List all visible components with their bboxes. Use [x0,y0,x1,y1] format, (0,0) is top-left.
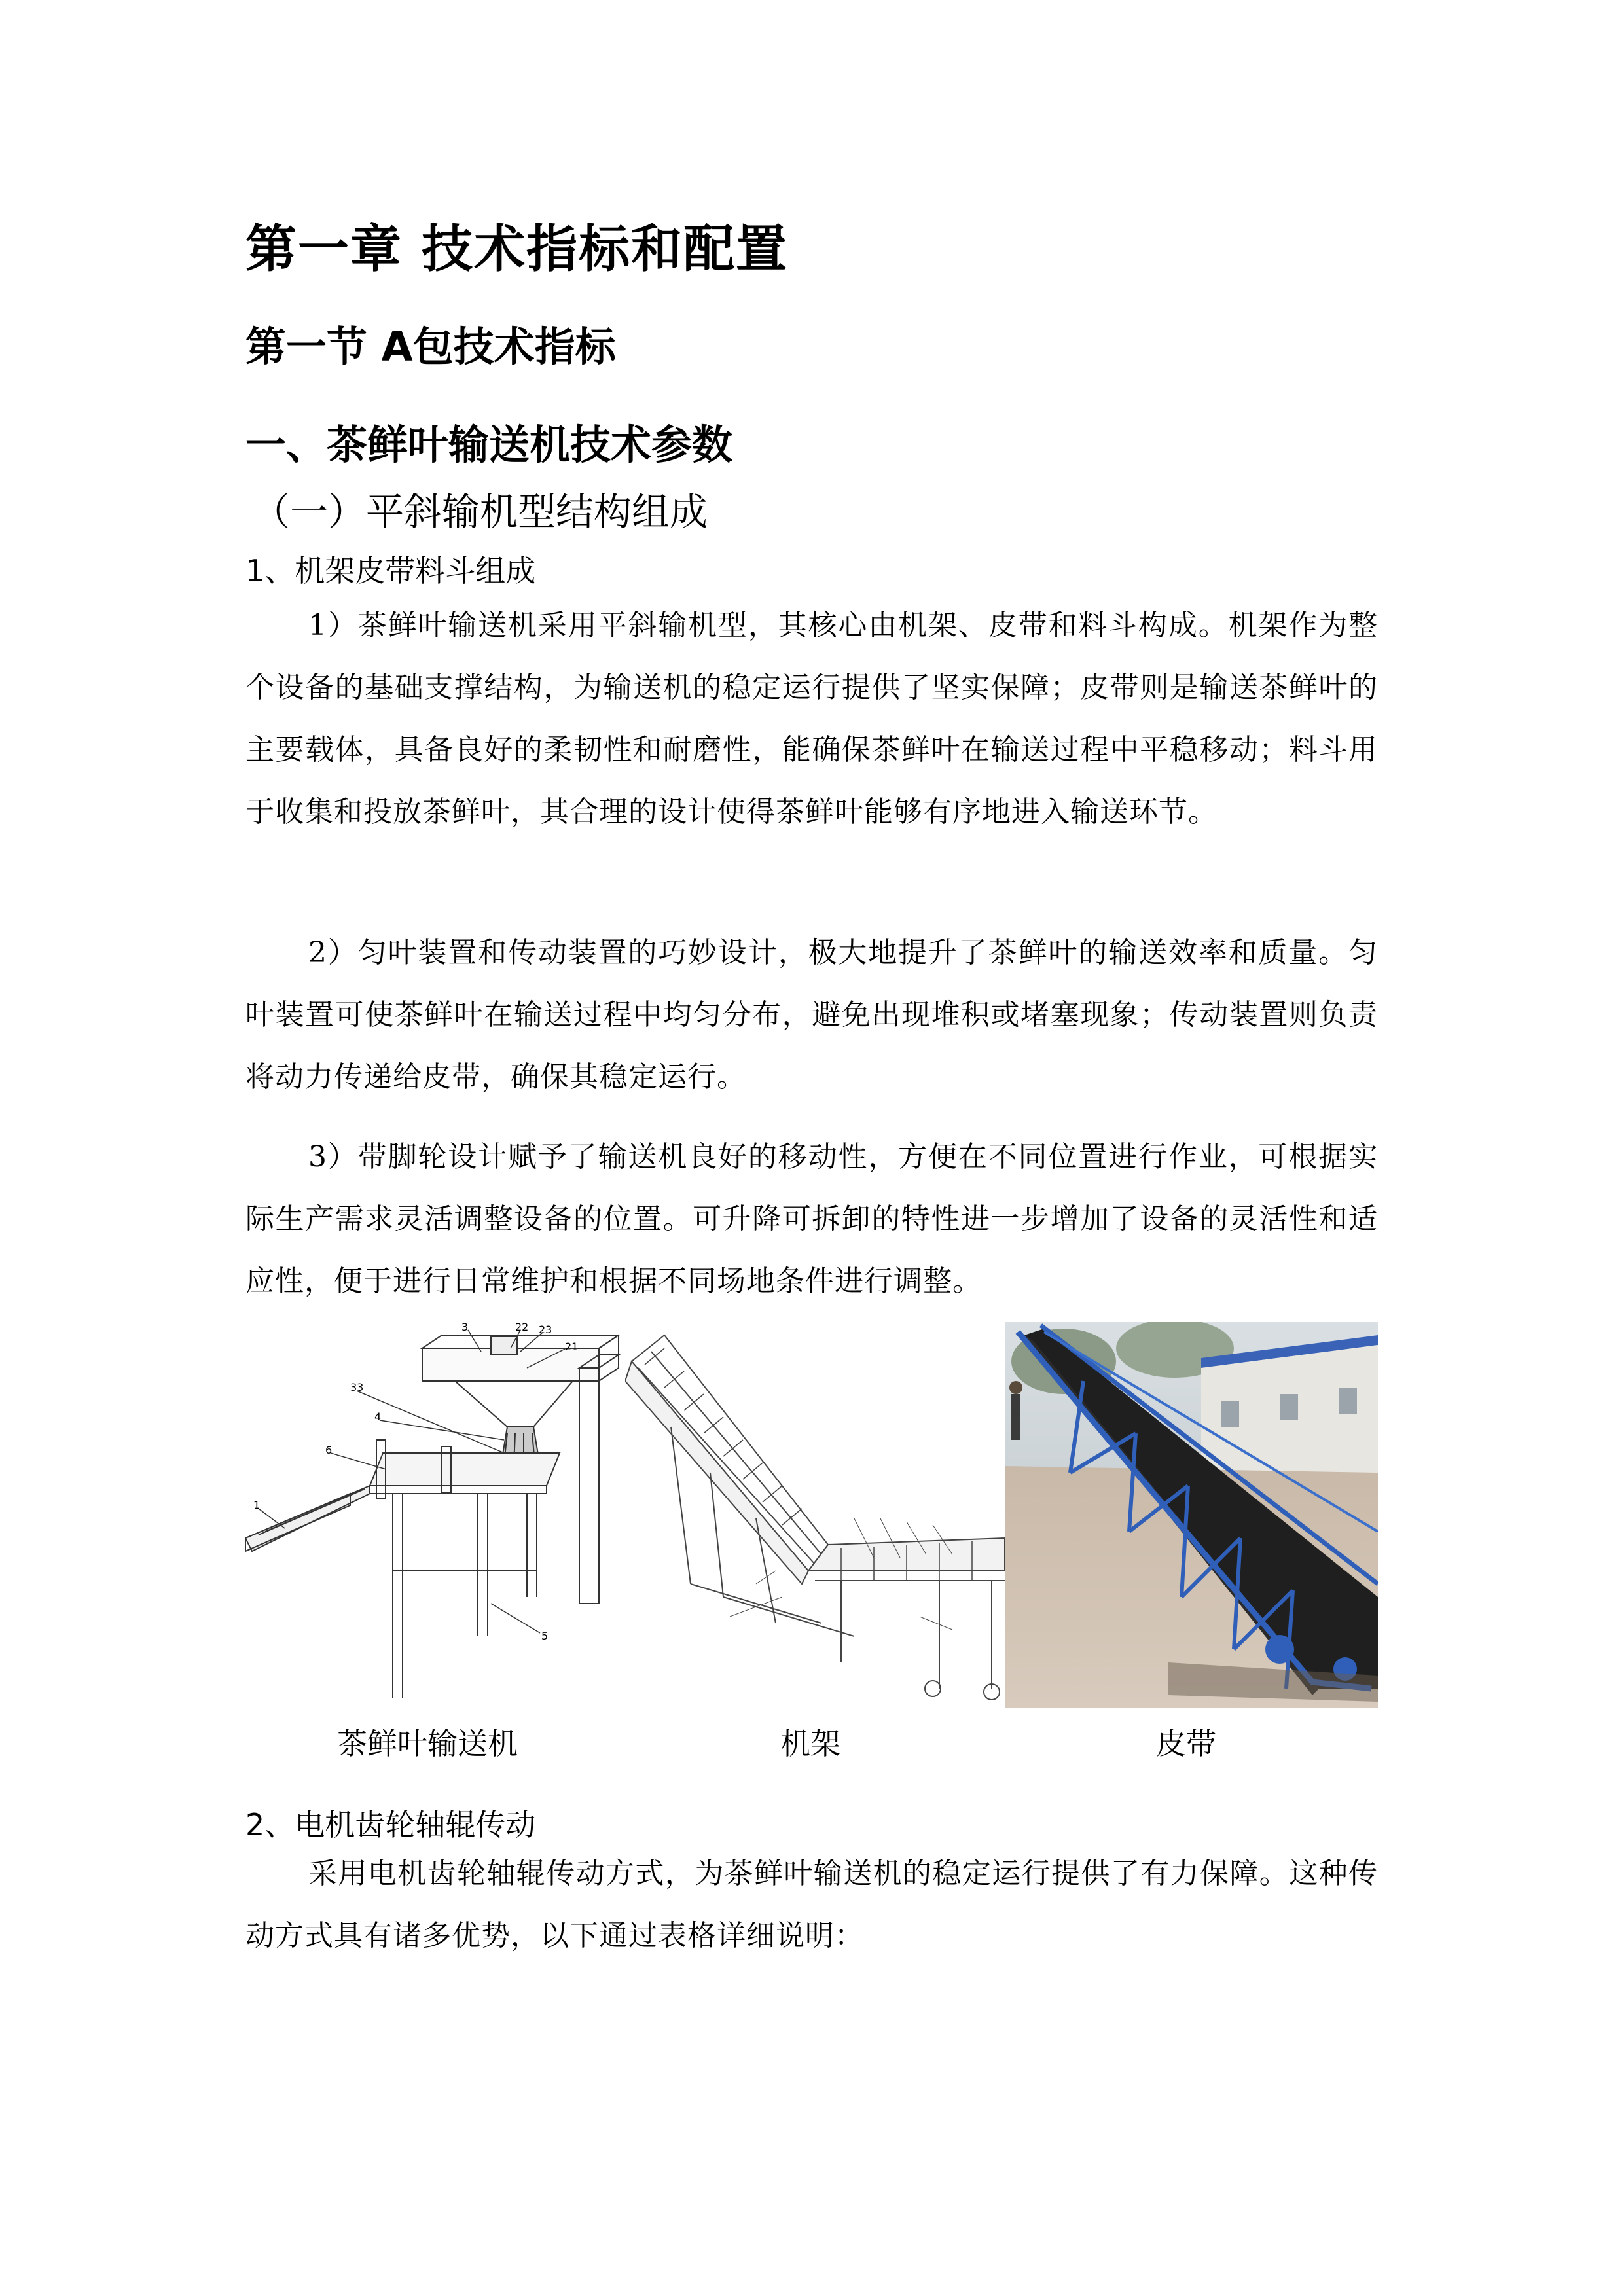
callout-3: 3 [461,1322,469,1333]
paragraph-1: 1）茶鲜叶输送机采用平斜输机型，其核心由机架、皮带和料斗构成。机架作为整个设备的基础支撑结构，为输送机的稳定运行提供了坚实保障；皮带则是输送茶鲜叶的主要载体，具备良好的柔韧性和耐磨性，能确保茶鲜叶在输送过程中平稳移动；料斗用于收集和投放茶鲜叶，其合理的设计使得茶鲜叶能够有序地进入输送环节。 [245,609,1378,829]
callout-4: 4 [374,1410,382,1423]
subsubsection-title: （一）平斜输机型结构组成 [252,490,708,534]
frame-drawing [625,1322,1005,1708]
item2-title: 2、电机齿轮轴辊传动 [245,1807,536,1842]
item1-title: 1、机架皮带料斗组成 [245,553,536,588]
caption-frame: 机架 [780,1726,840,1761]
paragraph-2: 2）匀叶装置和传动装置的巧妙设计，极大地提升了茶鲜叶的输送效率和质量。匀叶装置可使茶鲜叶在输送过程中均匀分布，避免出现堆积或堵塞现象；传动装置则负责将动力传递给皮带，确保其稳定运行。 [245,936,1378,1094]
caption-conveyor: 茶鲜叶输送机 [337,1726,518,1761]
callout-22: 22 [515,1322,529,1333]
paragraph-3: 3）带脚轮设计赋予了输送机良好的移动性，方便在不同位置进行作业，可根据实际生产需求灵活调整设备的位置。可升降可拆卸的特性进一步增加了设备的灵活性和适应性，便于进行日常维护和根据不同场地条件进行调整。 [245,1140,1378,1298]
chapter-title: 第一章 技术指标和配置 [245,220,789,279]
callout-6: 6 [325,1444,333,1456]
section-title: 第一节 A包技术指标 [245,323,616,370]
paragraph-4: 采用电机齿轮轴辊传动方式，为茶鲜叶输送机的稳定运行提供了有力保障。这种传动方式具有诸多优势，以下通过表格详细说明： [245,1857,1378,1952]
figure-row [245,1322,1378,1708]
callout-33: 33 [350,1381,364,1393]
callout-21: 21 [565,1340,579,1353]
caption-belt: 皮带 [1156,1726,1216,1761]
callout-23: 23 [539,1323,552,1336]
belt-photo [1005,1322,1378,1708]
callout-1: 1 [253,1499,261,1511]
subsection-title: 一、茶鲜叶输送机技术参数 [245,421,733,469]
callout-5: 5 [541,1630,549,1642]
conveyor-drawing [245,1322,625,1708]
